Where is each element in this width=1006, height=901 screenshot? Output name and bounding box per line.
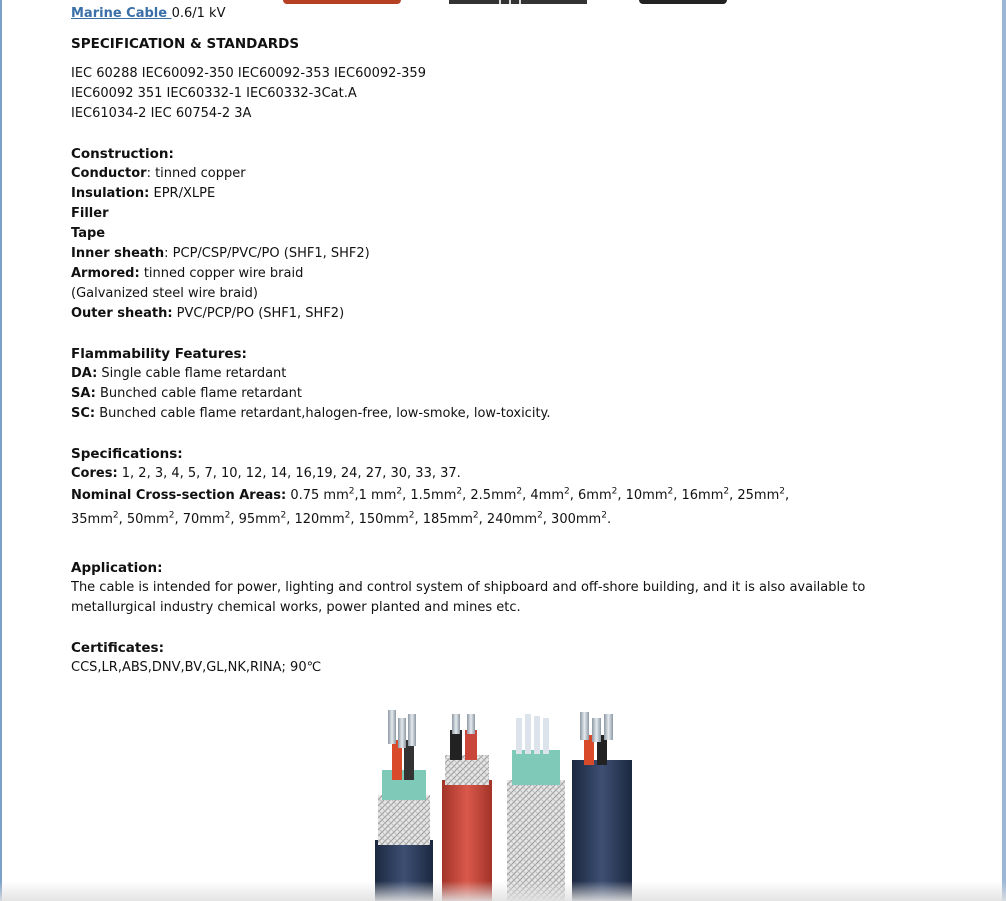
area-unit-superscript: 2 (564, 486, 570, 497)
area-value: , 120mm (286, 512, 345, 527)
area-value: , 300mm (542, 512, 602, 527)
area-value: , 6mm (569, 488, 612, 503)
specifications-heading: Specifications: (71, 446, 183, 462)
area-value: 0.75 mm (286, 488, 349, 503)
marine-cable-link[interactable]: Marine Cable (71, 6, 172, 21)
standards-line-1: IEC 60288 IEC60092-350 IEC60092-353 IEC60092-359 (71, 66, 426, 81)
area-unit-superscript: 2 (779, 486, 785, 497)
area-unit-superscript: 2 (224, 510, 231, 521)
insulation-row (71, 184, 891, 204)
area-value: , 185mm (414, 512, 473, 527)
inner-sheath-value: : PCP/CSP/PVC/PO (SHF1, SHF2) (164, 246, 370, 261)
flammability-code: SC: (71, 406, 96, 421)
conductor-value: : tinned copper (146, 166, 246, 181)
area-value: , 25mm (729, 488, 780, 503)
armored-value: tinned copper wire braid (139, 266, 304, 281)
area-unit-superscript: 2 (344, 510, 351, 521)
cores-label: Cores: (71, 466, 118, 481)
area-unit-superscript: 2 (537, 510, 543, 521)
flammability-text: Bunched cable flame retardant,halogen-free, low-smoke, low-toxicity. (95, 406, 551, 421)
tape-label: Tape (71, 226, 106, 241)
conductor-label: Conductor (71, 166, 147, 181)
area-value: , (784, 488, 790, 503)
armored-alt-row: (Galvanized steel wire braid) (71, 286, 258, 301)
area-unit-superscript: 2 (601, 510, 607, 521)
areas-row-2 (71, 508, 891, 532)
areas-values-line-1 (286, 488, 789, 503)
area-value: , 70mm (174, 512, 225, 527)
flammability-item-sa (71, 384, 891, 404)
outer-sheath-value: PVC/PCP/PO (SHF1, SHF2) (172, 306, 345, 321)
bottom-fade (0, 881, 1006, 901)
insulation-value: EPR/XLPE (149, 186, 216, 201)
construction-heading: Construction: (71, 146, 174, 162)
standards-line-3: IEC61034-2 IEC 60754-2 3A (71, 106, 252, 121)
area-value: , 1.5mm (402, 488, 457, 503)
application-heading: Application: (71, 560, 163, 576)
area-unit-superscript: 2 (611, 486, 618, 497)
areas-label: Nominal Cross-section Areas: (71, 488, 287, 503)
certificates-text: CCS,LR,ABS,DNV,BV,GL,NK,RINA; 90℃ (71, 660, 322, 675)
area-value: , 240mm (478, 512, 538, 527)
area-unit-superscript: 2 (667, 486, 674, 497)
area-value: , 2.5mm (462, 488, 517, 503)
areas-values-line-2 (71, 512, 611, 527)
outer-sheath-row (71, 304, 891, 324)
spec-standards-heading: SPECIFICATION & STANDARDS (71, 36, 300, 52)
inner-sheath-row (71, 244, 891, 264)
area-value: . (606, 512, 612, 527)
area-value: 35mm (71, 512, 113, 527)
cores-row (71, 464, 891, 484)
area-unit-superscript: 2 (348, 486, 355, 497)
flammability-text: Bunched cable flame retardant (95, 386, 303, 401)
product-description (71, 4, 891, 678)
area-value: , 95mm (230, 512, 281, 527)
flammability-code: DA: (71, 366, 98, 381)
area-value: ,1 mm (354, 488, 397, 503)
area-unit-superscript: 2 (516, 486, 523, 497)
area-unit-superscript: 2 (168, 510, 175, 521)
flammability-code: SA: (71, 386, 96, 401)
certificates-heading: Certificates: (71, 640, 164, 656)
area-value: , 16mm (673, 488, 724, 503)
flammability-item-sc (71, 404, 891, 424)
areas-row-1 (71, 484, 891, 508)
area-unit-superscript: 2 (456, 486, 463, 497)
marine-cable-product-image (370, 700, 640, 901)
outer-sheath-label: Outer sheath: (71, 306, 173, 321)
filler-label: Filler (71, 206, 109, 221)
application-text: The cable is intended for power, lighting and control system of shipboard and off-shore building, and it is also available to metallurgical industry chemical works, power planted and mines etc. (71, 580, 866, 615)
filler-row (71, 204, 891, 224)
left-frame-border (0, 0, 2, 901)
cores-value: 1, 2, 3, 4, 5, 7, 10, 12, 14, 16,19, 24, 27, 30, 33, 37. (117, 466, 461, 481)
voltage-rating: 0.6/1 kV (171, 6, 226, 21)
area-value: , 4mm (522, 488, 565, 503)
tape-row (71, 224, 891, 244)
right-frame-border (1002, 0, 1006, 901)
insulation-label: Insulation: (71, 186, 150, 201)
armored-row (71, 264, 891, 284)
area-unit-superscript: 2 (396, 486, 403, 497)
area-value: , 150mm (350, 512, 409, 527)
standards-line-2: IEC60092 351 IEC60332-1 IEC60332-3Cat.A (71, 86, 357, 101)
area-unit-superscript: 2 (408, 510, 415, 521)
header-line (71, 4, 891, 24)
flammability-item-da (71, 364, 891, 384)
area-unit-superscript: 2 (472, 510, 479, 521)
area-unit-superscript: 2 (112, 510, 119, 521)
flammability-heading: Flammability Features: (71, 346, 247, 362)
area-unit-superscript: 2 (280, 510, 287, 521)
area-unit-superscript: 2 (723, 486, 730, 497)
area-value: , 10mm (617, 488, 668, 503)
armored-label: Armored: (71, 266, 140, 281)
area-value: , 50mm (118, 512, 169, 527)
inner-sheath-label: Inner sheath (71, 246, 165, 261)
flammability-text: Single cable flame retardant (97, 366, 287, 381)
conductor-row (71, 164, 891, 184)
